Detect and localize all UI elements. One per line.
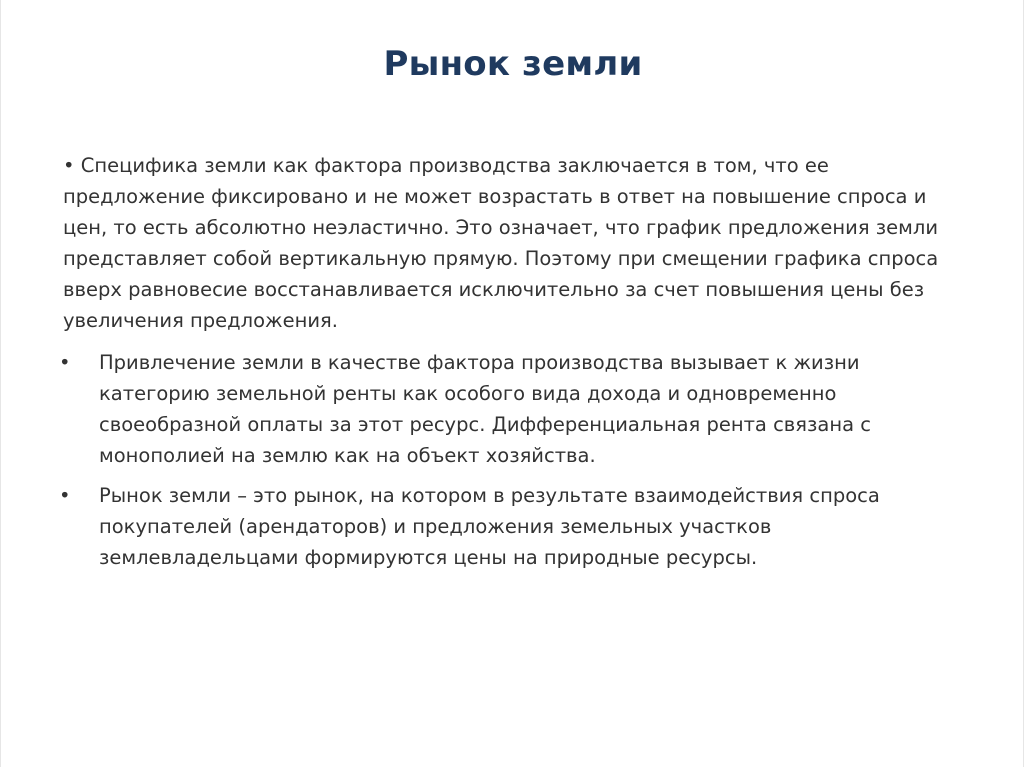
bullet-dot: •: [59, 351, 71, 374]
bullet-text-3: Рынок земли – это рынок, на котором в результате взаимодействия спроса покупателей (арендаторов) и предложения земельных участков землевладельцами формируются цены на природные ресурсы.: [99, 484, 880, 569]
bullet-dot: •: [59, 484, 71, 507]
bullet-list: [59, 347, 975, 582]
bullet-paragraph-1: • Специфика земли как фактора производства заключается в том, что ее предложение фиксировано и не может возрастать в ответ на повышение спроса и цен, то есть абсолютно неэластично. Это означает, что график предложения земли представляет собой вертикальную прямую. Поэтому при смещении графика спроса вверх равновесие восстанавливается исключительно за счет повышения цены без увеличения предложения.: [63, 154, 939, 332]
bullet-text-2: Привлечение земли в качестве фактора производства вызывает к жизни категорию земельной ренты как особого вида дохода и одновременно своеобразной оплаты за этот ресурс. Дифференциальная рента связана с монополией на землю как на объект хозяйства.: [99, 351, 871, 467]
bullet-item-2: [59, 347, 975, 471]
bullet-item-3: [59, 480, 975, 573]
slide-title: Рынок земли: [383, 44, 643, 84]
